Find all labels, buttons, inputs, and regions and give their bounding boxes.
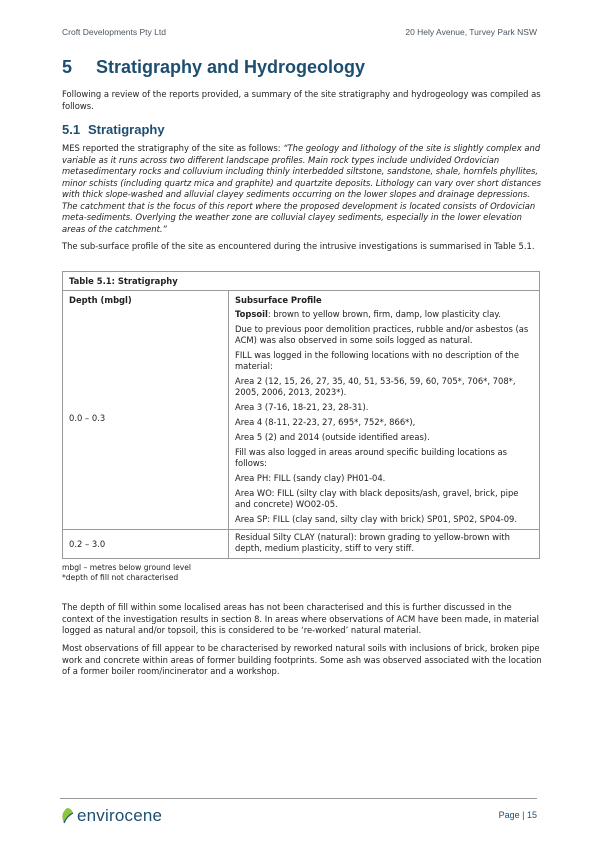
column-header-profile: Subsurface Profile xyxy=(229,291,540,308)
fill-depth-paragraph: The depth of fill within some localised areas has not been characterised and this is further discussed in the context of the investigation results in section 8. In areas where observations of ACM have been made, in material logged as natural and/or topsoil, this is considered to be ‘re-worked’ natural material. xyxy=(62,602,540,635)
paragraph-prefix: MES reported the stratigraphy of the site as follows: xyxy=(62,143,284,153)
topsoil-line xyxy=(235,309,533,320)
profile-line: Fill was also logged in areas around specific building locations as follows: xyxy=(235,447,508,468)
profile-line: Due to previous poor demolition practices, rubble and/or asbestos (as ACM) was also observed in some soils logged as natural. xyxy=(235,324,529,345)
profile-cell xyxy=(229,530,540,559)
profile-cell xyxy=(229,307,540,530)
table-caption: Table 5.1: Stratigraphy xyxy=(63,272,540,291)
subsection-title: Stratigraphy xyxy=(88,122,165,137)
header-company: Croft Developments Pty Ltd xyxy=(62,27,166,37)
logo-text: envirocene xyxy=(77,806,163,825)
profile-line: FILL was logged in the following locations with no description of the material: xyxy=(235,350,520,371)
topsoil-description: : brown to yellow brown, firm, damp, low plasticity clay. xyxy=(267,309,501,319)
fill-observations-paragraph: Most observations of fill appear to be characterised by reworked natural soils with inclusions of brick, broken pipe work and concrete within areas of former building footprints. Some ash was observed associated with the location of a former boiler room/incinerator and a workshop. xyxy=(62,643,542,676)
table-notes xyxy=(62,563,191,583)
envirocene-logo xyxy=(60,806,162,826)
leaf-icon xyxy=(60,807,74,825)
table-row xyxy=(63,307,540,530)
subsection-heading xyxy=(62,122,165,137)
subsection-number: 5.1 xyxy=(62,122,81,137)
table-note: mbgl – metres below ground level xyxy=(62,563,192,572)
profile-line: Area PH: FILL (sandy clay) PH01-04. xyxy=(235,473,386,483)
topsoil-label: Topsoil xyxy=(235,309,268,319)
column-header-depth: Depth (mbgl) xyxy=(63,291,229,308)
table-note: *depth of fill not characterised xyxy=(62,573,179,582)
profile-line: Area 2 (12, 15, 26, 27, 35, 40, 51, 53-56, 59, 60, 705*, 706*, 708*, 2005, 2006, 2013, 2023*). xyxy=(235,376,516,397)
quoted-text: “The geology and lithology of the site is slightly complex and variable as it runs across two different landscape profiles. Main rock types include undivided Ordovician metasedimentary rocks and colluvium including thinly interbedded siltstone, sandstone, shale, hornfels phyllites, minor schists (including quartz mica and graphite) and quartzite deposits. Lithology can vary over short distances with thick slope-washed and alluvial clayey sediments occurring on the lower slopes and drainage depressions. The catchment that is the focus of this report where the proposed development is located consists of Ordovician meta-sediments. Overlying the weather zone are colluvial clayey sediments, especially in the lower elevation areas of the catchment.” xyxy=(62,143,542,234)
table-intro-paragraph: The sub-surface profile of the site as encountered during the intrusive investigations is summarised in Table 5.1. xyxy=(62,241,535,251)
section-heading xyxy=(62,57,365,78)
section-title: Stratigraphy and Hydrogeology xyxy=(96,57,366,77)
profile-line: Area 5 (2) and 2014 (outside identified areas). xyxy=(235,432,430,442)
stratigraphy-table xyxy=(62,271,540,559)
depth-cell: 0.0 – 0.3 xyxy=(63,307,229,530)
table-row xyxy=(63,530,540,559)
footer-divider xyxy=(60,798,537,799)
profile-line: Area 3 (7-16, 18-21, 23, 28-31). xyxy=(235,402,369,412)
profile-line: Residual Silty CLAY (natural): brown grading to yellow-brown with depth, medium plasticity, stiff to very stiff. xyxy=(235,532,510,553)
profile-line: Area WO: FILL (silty clay with black deposits/ash, gravel, brick, pipe and concrete) WO02-05. xyxy=(235,488,519,509)
profile-line: Area SP: FILL (clay sand, silty clay with brick) SP01, SP02, SP04-09. xyxy=(235,514,518,524)
header-address: 20 Hely Avenue, Turvey Park NSW xyxy=(405,27,537,37)
depth-cell: 0.2 – 3.0 xyxy=(63,530,229,559)
section-number: 5 xyxy=(62,57,73,77)
profile-line: Area 4 (8-11, 22-23, 27, 695*, 752*, 866*), xyxy=(235,417,416,427)
stratigraphy-paragraph xyxy=(62,143,542,235)
page-number: Page | 15 xyxy=(498,810,537,820)
section-intro: Following a review of the reports provided, a summary of the site stratigraphy and hydrogeology was compiled as follows. xyxy=(62,89,541,111)
